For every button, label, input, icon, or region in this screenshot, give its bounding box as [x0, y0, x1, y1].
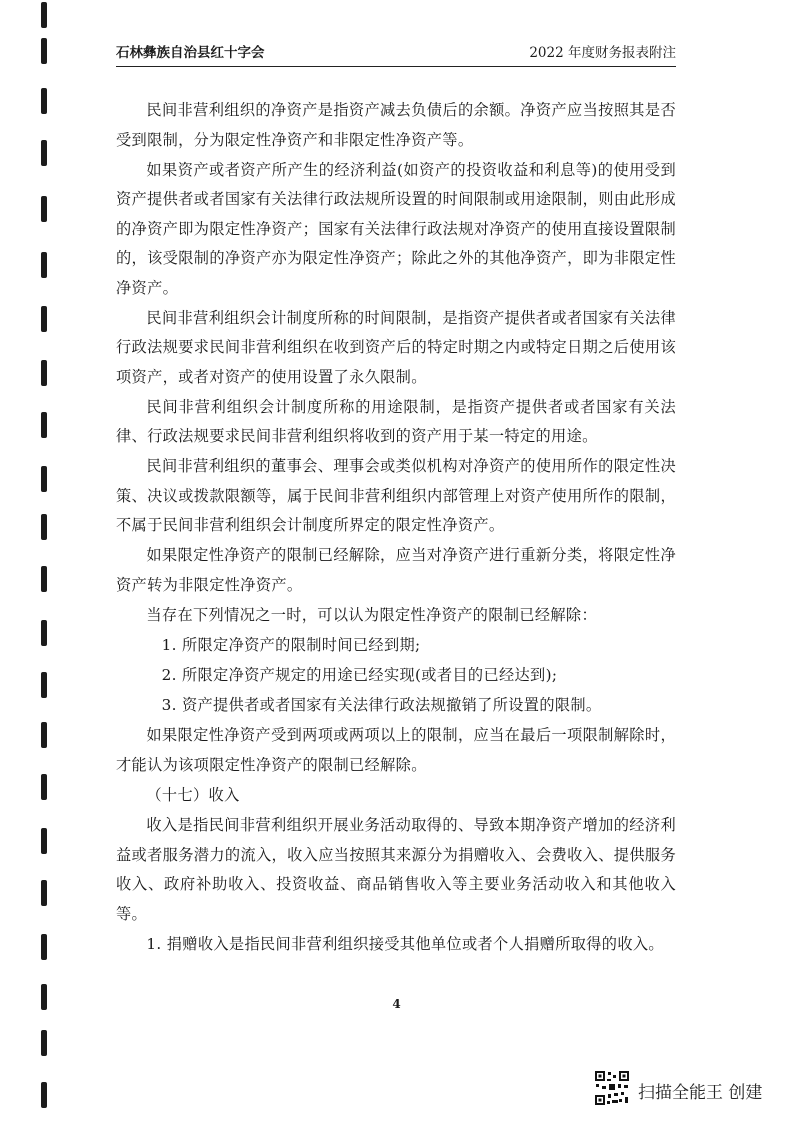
paragraph: 民间非营利组织的董事会、理事会或类似机构对净资产的使用所作的限定性决策、决议或拨款限额等，属于民间非营利组织内部管理上对资产使用所作的限制，不属于民间非营利组织会计制度所界定的限定性净资产。	[116, 457, 676, 535]
binding-mark	[41, 1082, 47, 1108]
qr-code-icon	[594, 1070, 630, 1106]
binding-mark	[41, 828, 47, 854]
list-item: 1. 所限定净资产的限制时间已经到期;	[161, 636, 421, 655]
binding-mark	[41, 1030, 47, 1056]
binding-mark	[41, 38, 47, 64]
watermark-text: 扫描全能王 创建	[638, 1083, 763, 1103]
binding-mark	[41, 140, 47, 166]
page-number: 4	[392, 997, 401, 1011]
header-doc-title: 2022 年度财务报表附注	[529, 45, 676, 61]
binding-mark	[41, 880, 47, 906]
binding-mark	[41, 514, 47, 540]
paragraph: 如果限定性净资产受到两项或两项以上的限制，应当在最后一项限制解除时，才能认为该项限定性净资产的限制已经解除。	[116, 726, 676, 774]
document-body	[116, 96, 676, 960]
paragraph: 民间非营利组织会计制度所称的用途限制，是指资产提供者或者国家有关法律、行政法规要求民间非营利组织将收到的资产用于某一特定的用途。	[116, 397, 676, 446]
binding-mark	[41, 88, 47, 114]
binding-mark	[41, 412, 47, 438]
paragraph: 如果资产或者资产所产生的经济利益(如资产的投资收益和利息等)的使用受到资产提供者或者国家有关法律行政法规所设置的时间限制或用途限制，则由此形成的净资产即为限定性净资产；国家有关法律行政法规对净资产的使用直接设置限制的，该受限制的净资产亦为限定性净资产；除此之外的其他净资产，即为非限定性净资产。	[116, 160, 676, 297]
binding-mark	[41, 672, 47, 698]
binding-mark	[41, 722, 47, 748]
binding-mark	[41, 466, 47, 492]
scanner-watermark	[594, 1070, 784, 1110]
binding-mark	[41, 934, 47, 960]
binding-mark	[41, 196, 47, 222]
page-header	[116, 40, 676, 67]
list-item: 2. 所限定净资产规定的用途已经实现(或者目的已经达到);	[161, 666, 558, 685]
scan-binding-edge	[38, 0, 52, 1122]
paragraph: 当存在下列情况之一时，可以认为限定性净资产的限制已经解除：	[146, 606, 597, 625]
binding-mark	[41, 566, 47, 592]
paragraph: 如果限定性净资产的限制已经解除，应当对净资产进行重新分类，将限定性净资产转为非限定性净资产。	[116, 546, 676, 594]
binding-mark	[41, 2, 47, 28]
binding-mark	[41, 306, 47, 332]
list-item: 3. 资产提供者或者国家有关法律行政法规撤销了所设置的限制。	[161, 696, 602, 715]
section-heading: （十七）收入	[146, 786, 240, 805]
binding-mark	[41, 774, 47, 800]
paragraph: 民间非营利组织会计制度所称的时间限制，是指资产提供者或者国家有关法律行政法规要求民间非营利组织在收到资产后的特定时期之内或特定日期之后使用该项资产，或者对资产的使用设置了永久限制。	[116, 308, 676, 386]
binding-mark	[41, 360, 47, 386]
binding-mark	[41, 252, 47, 278]
header-org-name: 石林彝族自治县红十字会	[116, 45, 265, 61]
paragraph: 1. 捐赠收入是指民间非营利组织接受其他单位或者个人捐赠所取得的收入。	[146, 934, 664, 953]
paragraph: 收入是指民间非营利组织开展业务活动取得的、导致本期净资产增加的经济利益或者服务潜力的流入，收入应当按照其来源分为捐赠收入、会费收入、提供服务收入、政府补助收入、投资收益、商品销售收入等主要业务活动收入和其他收入等。	[116, 816, 676, 923]
paragraph: 民间非营利组织的净资产是指资产减去负债后的余额。净资产应当按照其是否受到限制，分为限定性净资产和非限定性净资产等。	[116, 101, 676, 149]
binding-mark	[41, 620, 47, 646]
